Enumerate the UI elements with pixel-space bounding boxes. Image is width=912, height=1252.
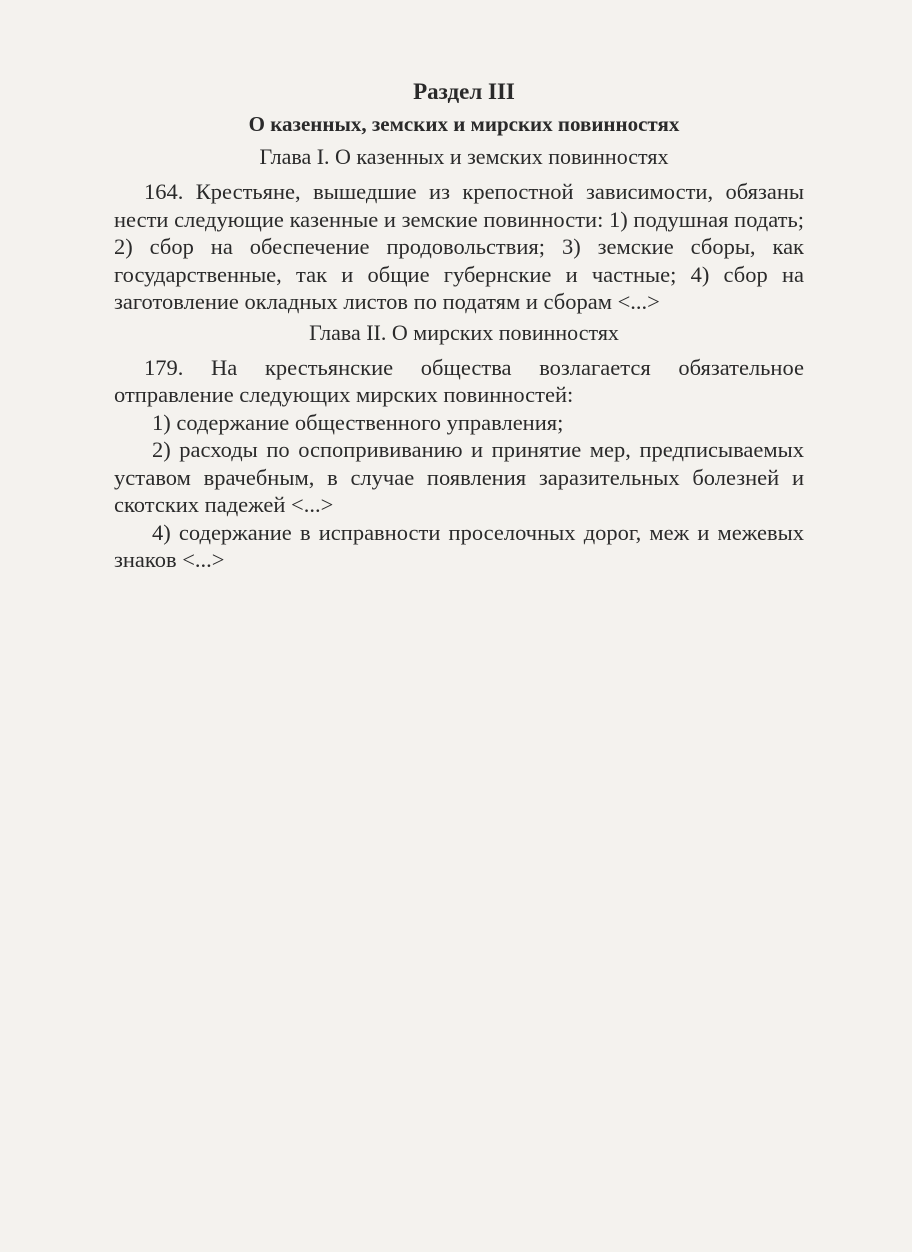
chapter-1-title: Глава I. О казенных и земских повинностях xyxy=(259,144,669,169)
paragraph-164: 164. Крестьяне, вышедшие из крепостной зависимости, обязаны нести следующие казенные и земские повинности: 1) подушная подать; 2) сбор на обеспечение продовольствия; 3) земские сборы, как государственные, так и общие губернские и частные; 4) сбор на заготовление окладных листов по податям и сборам <...> xyxy=(114,179,804,314)
section-title: Раздел III xyxy=(413,79,515,104)
paragraph-179: 179. На крестьянские общества возлагается обязательное отправление следующих мирских повинностей: xyxy=(114,354,804,407)
list-item-1: 1) содержание общественного управления; xyxy=(152,409,564,435)
chapter-2-title: Глава II. О мирских повинностях xyxy=(309,319,619,345)
section-subtitle: О казенных, земских и мирских повинностях xyxy=(248,112,680,136)
list-item-2: 2) расходы по оспопрививанию и принятие мер, предписываемых уставом врачебным, в случае появления заразительных болезней и скотских падежей <...> xyxy=(114,437,804,517)
document-page xyxy=(114,76,804,574)
list-item-4: 4) содержание в исправности проселочных дорог, меж и межевых знаков <...> xyxy=(114,519,804,572)
